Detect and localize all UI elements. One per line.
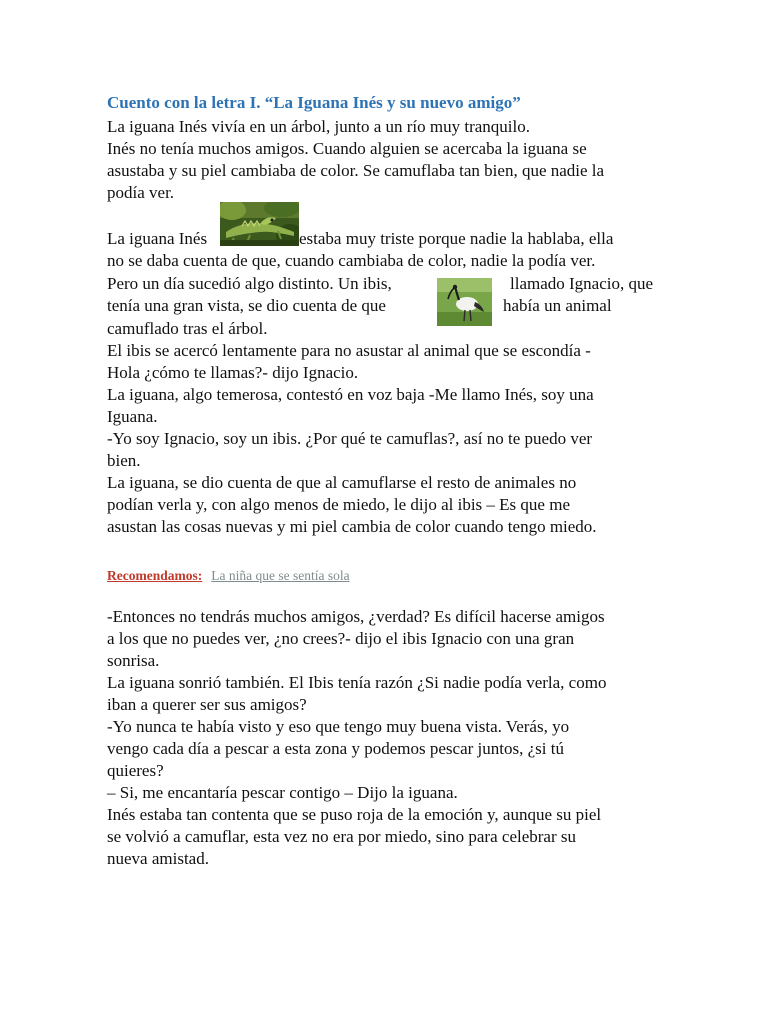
text-line: Inés no tenía muchos amigos. Cuando alguien se acercaba la iguana se bbox=[107, 139, 587, 158]
text-line: tenía una gran vista, se dio cuenta de que bbox=[107, 296, 386, 315]
text-line: quieres? bbox=[107, 761, 164, 780]
text-line: podía ver. bbox=[107, 183, 175, 202]
text-line: El ibis se acercó lentamente para no asustar al animal que se escondía - bbox=[107, 341, 591, 360]
text-line: no se daba cuenta de que, cuando cambiaba de color, nadie la podía ver. bbox=[107, 251, 596, 270]
text-line: sonrisa. bbox=[107, 651, 160, 670]
text-line: había un animal bbox=[503, 296, 612, 315]
text-line: Hola ¿cómo te llamas?- dijo Ignacio. bbox=[107, 363, 359, 382]
text-line: podían verla y, con algo menos de miedo, le dijo al ibis – Es que me bbox=[107, 495, 570, 514]
ibis-photo-icon bbox=[437, 278, 492, 326]
text-line: asustan las cosas nuevas y mi piel cambia de color cuando tengo miedo. bbox=[107, 517, 597, 536]
text-line: vengo cada día a pescar a esta zona y podemos pescar juntos, ¿si tú bbox=[107, 739, 564, 758]
text-line: La iguana, se dio cuenta de que al camuflarse el resto de animales no bbox=[107, 473, 577, 492]
text-line: La iguana Inés vivía en un árbol, junto a un río muy tranquilo. bbox=[107, 117, 531, 136]
text-line: La iguana sonrió también. El Ibis tenía razón ¿Si nadie podía verla, como bbox=[107, 673, 607, 692]
text-line: -Yo soy Ignacio, soy un ibis. ¿Por qué te camuflas?, así no te puedo ver bbox=[107, 429, 593, 448]
text-line: – Si, me encantaría pescar contigo – Dijo la iguana. bbox=[107, 783, 458, 802]
text-line: Inés estaba tan contenta que se puso roja de la emoción y, aunque su piel bbox=[107, 805, 602, 824]
text-line: bien. bbox=[107, 451, 141, 470]
text-line: llamado Ignacio, que bbox=[510, 274, 654, 293]
recommend-label: Recomendamos: bbox=[107, 568, 203, 583]
recommend-row bbox=[107, 566, 350, 585]
text-line: nueva amistad. bbox=[107, 849, 209, 868]
text-line: estaba muy triste porque nadie la hablaba, ella bbox=[299, 229, 614, 248]
text-line: Pero un día sucedió algo distinto. Un ibis, bbox=[107, 274, 392, 293]
text-line: -Entonces no tendrás muchos amigos, ¿verdad? Es difícil hacerse amigos bbox=[107, 607, 605, 626]
text-line: La iguana Inés bbox=[107, 229, 208, 248]
text-line: iban a querer ser sus amigos? bbox=[107, 695, 307, 714]
text-line: se volvió a camuflar, esta vez no era por miedo, sino para celebrar su bbox=[107, 827, 576, 846]
text-line: camuflado tras el árbol. bbox=[107, 319, 268, 338]
iguana-photo-icon bbox=[220, 202, 299, 246]
text-line: Iguana. bbox=[107, 407, 158, 426]
text-line: La iguana, algo temerosa, contestó en voz baja -Me llamo Inés, soy una bbox=[107, 385, 594, 404]
text-line: a los que no puedes ver, ¿no crees?- dijo el ibis Ignacio con una gran bbox=[107, 629, 575, 648]
text-line: asustaba y su piel cambiaba de color. Se camuflaba tan bien, que nadie la bbox=[107, 161, 605, 180]
story-title: Cuento con la letra I. “La Iguana Inés y su nuevo amigo” bbox=[107, 93, 521, 112]
text-line: -Yo nunca te había visto y eso que tengo muy buena vista. Verás, yo bbox=[107, 717, 570, 736]
recommend-link[interactable]: La niña que se sentía sola bbox=[211, 568, 350, 583]
